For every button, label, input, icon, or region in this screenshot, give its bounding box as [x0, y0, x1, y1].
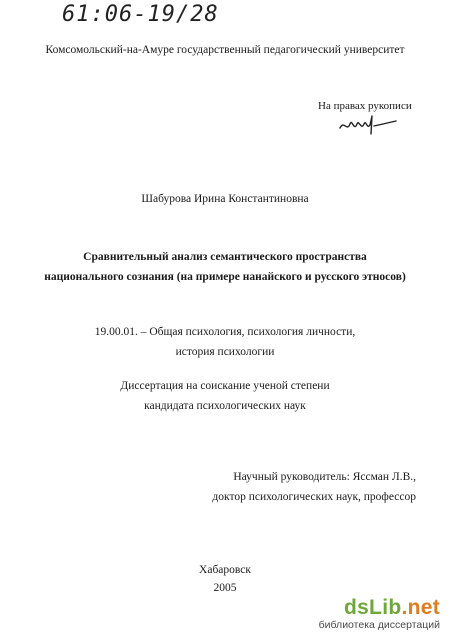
scientific-advisor [200, 467, 416, 507]
specialty [20, 322, 430, 362]
watermark [319, 597, 440, 631]
university-name: Комсомольский-на-Амуре государственный педагогический университет [45, 44, 405, 56]
degree-line-1: Диссертация на соискание ученой степени [120, 380, 330, 392]
title-line-1: Сравнительный анализ семантического пространства [83, 251, 367, 263]
watermark-subtitle: библиотека диссертаций [318, 619, 440, 631]
place-and-year [0, 561, 450, 597]
degree-line-2: кандидата психологических наук [144, 400, 306, 412]
specialty-line-1: 19.00.01. – Общая психология, психология личности, [94, 326, 356, 338]
watermark-brand-ext: .net [401, 596, 440, 619]
watermark-brand [319, 597, 440, 619]
handwritten-signature [338, 112, 398, 138]
degree-statement [20, 376, 430, 416]
advisor-line-2: доктор психологических наук, профессор [212, 491, 416, 503]
dissertation-title [20, 247, 430, 287]
year: 2005 [213, 582, 237, 594]
city: Хабаровск [199, 564, 251, 576]
specialty-line-2: история психологии [175, 346, 275, 358]
rights-notice: На правах рукописи [318, 100, 412, 112]
author-name: Шабурова Ирина Константиновна [141, 193, 309, 205]
watermark-brand-name: dsLib [343, 596, 402, 619]
handwritten-code: 61:06-19/28 [62, 2, 219, 27]
title-line-2: национального сознания (на примере нанайского и русского этносов) [44, 271, 406, 283]
advisor-line-1: Научный руководитель: Яссман Л.В., [233, 471, 416, 483]
